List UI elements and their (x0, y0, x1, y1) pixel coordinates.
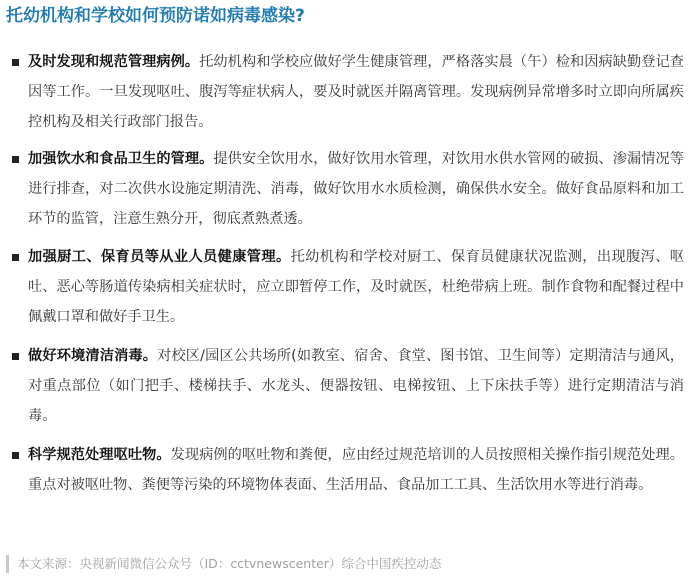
item-body: 托幼机构和学校对厨工、保育员健康状况监测，出现腹泻、呕吐、恶心等肠道传染病相关症状时，应立即暂停工作，及时就医，杜绝带病上班。制作食物和配餐过程中佩戴口罩和做好手卫生。 (28, 249, 684, 325)
bullet-icon (12, 59, 19, 66)
item-heading: 及时发现和规范管理病例。 (28, 54, 200, 70)
bullet-icon (12, 156, 19, 163)
item-body: 发现病例的呕吐物和粪便，应由经过规范培训的人员按照相关操作指引规范处理。重点对被呕吐物、粪便等污染的环境物体表面、生活用品、食品加工工具、生活饮用水等进行消毒。 (28, 447, 684, 493)
item-paragraph (28, 341, 684, 431)
bullet-icon (12, 254, 19, 261)
item-paragraph (28, 440, 684, 500)
item-heading: 做好环境清洁消毒。 (28, 348, 158, 364)
source-note: 本文来源：央视新闻微信公众号（ID：cctvnewscenter）综合中国疾控动态 (6, 555, 441, 573)
item-paragraph (28, 47, 684, 137)
item-heading: 科学规范处理呕吐物。 (28, 447, 171, 463)
item-body: 提供安全饮用水，做好饮用水管理，对饮用水供水管网的破损、渗漏情况等进行排查，对二次供水设施定期清洗、消毒，做好饮用水水质检测，确保供水安全。做好食品原料和加工环节的监管，注意生熟分开，彻底煮熟煮透。 (28, 151, 684, 227)
item-heading: 加强厨工、保育员等从业人员健康管理。 (28, 249, 291, 265)
item-paragraph (28, 242, 684, 332)
page-title: 托幼机构和学校如何预防诺如病毒感染? (6, 6, 305, 26)
item-paragraph (28, 144, 684, 234)
bullet-icon (12, 353, 19, 360)
item-heading: 加强饮水和食品卫生的管理。 (28, 151, 214, 167)
bullet-icon (12, 452, 19, 459)
item-body: 托幼机构和学校应做好学生健康管理，严格落实晨（午）检和因病缺勤登记查因等工作。一旦发现呕吐、腹泻等症状病人，要及时就医并隔离管理。发现病例异常增多时立即向所属疾控机构及相关行政部门报告。 (28, 54, 684, 130)
item-body: 对校区/园区公共场所(如教室、宿舍、食堂、图书馆、卫生间等）定期清洁与通风，对重点部位（如门把手、楼梯扶手、水龙头、便器按钮、电梯按钮、上下床扶手等）进行定期清洁与消毒。 (28, 348, 684, 424)
